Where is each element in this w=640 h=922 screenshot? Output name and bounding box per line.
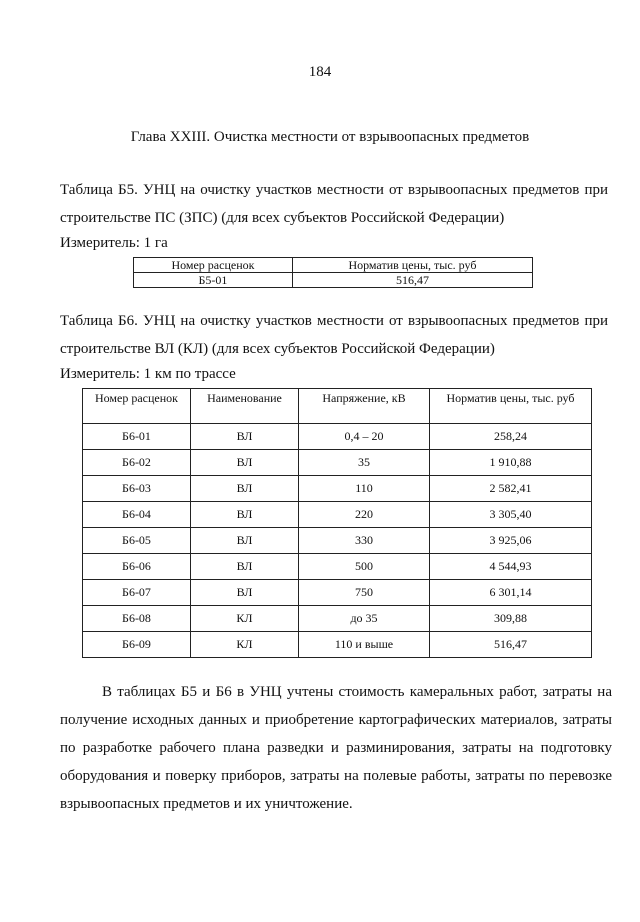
table6-measure: Измеритель: 1 км по трассе (60, 366, 236, 382)
table-row (83, 476, 592, 502)
table-cell: ВЛ (191, 424, 299, 450)
table-cell: 35 (299, 450, 430, 476)
table-cell: 110 и выше (299, 632, 430, 658)
table-cell: ВЛ (191, 554, 299, 580)
table-cell: Б6-05 (83, 528, 191, 554)
table-cell: Б5-01 (134, 273, 293, 288)
table-cell: ВЛ (191, 580, 299, 606)
table5-measure: Измеритель: 1 га (60, 235, 168, 251)
table-cell: 2 582,41 (430, 476, 592, 502)
table-header-cell: Наименование (191, 389, 299, 424)
table6-caption: Таблица Б6. УНЦ на очистку участков местности от взрывоопасных предметов при строительстве ВЛ (КЛ) (для всех субъектов Российской Федерации) (60, 313, 608, 357)
table-cell: 3 925,06 (430, 528, 592, 554)
table-cell: 1 910,88 (430, 450, 592, 476)
table-header-cell: Номер расценок (134, 258, 293, 273)
table-row (83, 502, 592, 528)
table-header-row (134, 258, 533, 273)
table-row (83, 450, 592, 476)
table-b5 (133, 257, 533, 288)
table-cell: 309,88 (430, 606, 592, 632)
table-header-cell: Номер расценок (83, 389, 191, 424)
table-b6-body (83, 424, 592, 658)
note-paragraph: В таблицах Б5 и Б6 в УНЦ учтены стоимость камеральных работ, затраты на получение исходных данных и приобретение картографических материалов, затраты по разработке рабочего плана разведки и разминирования, затраты на подготовку оборудования и поверку приборов, затраты на полевые работы, затраты по перевозке взрывоопасных предметов и их уничтожение. (60, 684, 612, 812)
table-row (83, 554, 592, 580)
table-cell: 516,47 (430, 632, 592, 658)
table-cell: 4 544,93 (430, 554, 592, 580)
table-cell: ВЛ (191, 502, 299, 528)
table-cell: Б6-02 (83, 450, 191, 476)
table-cell: Б6-03 (83, 476, 191, 502)
table-row (83, 528, 592, 554)
table-cell: 258,24 (430, 424, 592, 450)
table-cell: до 35 (299, 606, 430, 632)
table-cell: Б6-06 (83, 554, 191, 580)
table-cell: Б6-04 (83, 502, 191, 528)
chapter-title: Глава XXIII. Очистка местности от взрывоопасных предметов (130, 129, 530, 145)
table-cell: 500 (299, 554, 430, 580)
table-header-cell: Норматив цены, тыс. руб (292, 258, 532, 273)
table-row (83, 632, 592, 658)
table-cell: Б6-07 (83, 580, 191, 606)
table-cell: 516,47 (292, 273, 532, 288)
table-row (83, 580, 592, 606)
table-cell: 110 (299, 476, 430, 502)
table-cell: ВЛ (191, 476, 299, 502)
table-row (83, 424, 592, 450)
table-cell: 3 305,40 (430, 502, 592, 528)
table-cell: 330 (299, 528, 430, 554)
table-cell: 750 (299, 580, 430, 606)
table-cell: 0,4 – 20 (299, 424, 430, 450)
table-cell: ВЛ (191, 450, 299, 476)
table-cell: Б6-09 (83, 632, 191, 658)
table5-caption: Таблица Б5. УНЦ на очистку участков местности от взрывоопасных предметов при строительстве ПС (ЗПС) (для всех субъектов Российской Федерации) (60, 182, 608, 226)
table-row (83, 606, 592, 632)
table-row (134, 273, 533, 288)
table-cell: Б6-01 (83, 424, 191, 450)
page-number: 184 (308, 64, 332, 80)
table-header-cell: Напряжение, кВ (299, 389, 430, 424)
table-cell: КЛ (191, 632, 299, 658)
table-cell: Б6-08 (83, 606, 191, 632)
table-cell: 220 (299, 502, 430, 528)
table-b6 (82, 388, 592, 658)
table-cell: ВЛ (191, 528, 299, 554)
table-header-cell: Норматив цены, тыс. руб (430, 389, 592, 424)
table-cell: 6 301,14 (430, 580, 592, 606)
table-header-row (83, 389, 592, 424)
table-cell: КЛ (191, 606, 299, 632)
